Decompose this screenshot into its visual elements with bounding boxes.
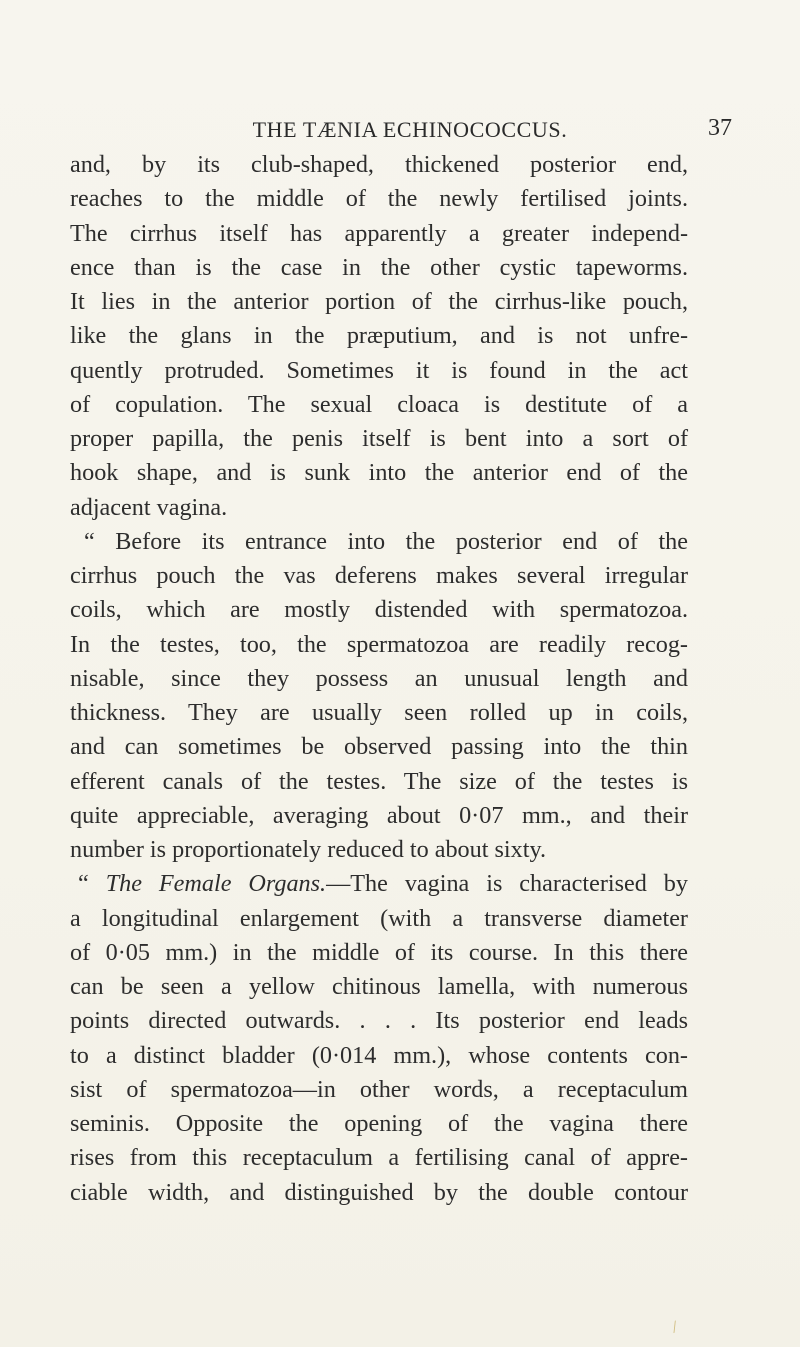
paper-speck: ⁄ — [670, 1319, 680, 1336]
text-line: a longitudinal enlargement (with a transverse diameter — [70, 904, 688, 932]
paragraph-end-line: number is proportionately reduced to about sixty. — [70, 836, 547, 863]
page-number: 37 — [708, 115, 732, 141]
paragraph-end-line: adjacent vagina. — [70, 493, 228, 521]
text-line: proper papilla, the penis itself is bent into a sort of — [70, 425, 688, 452]
running-head — [60, 117, 760, 145]
text-line: and can sometimes be observed passing into the thin — [70, 733, 688, 761]
text-line: reaches to the middle of the newly fertilised joints. — [70, 185, 688, 213]
text-line: of copulation. The sexual cloaca is destitute of a — [70, 390, 688, 418]
section-heading: The Female Organs. — [105, 870, 327, 898]
text-line: ciable width, and distinguished by the double contour — [70, 1178, 688, 1206]
text-line: of 0·05 mm.) in the middle of its course. In this there — [70, 938, 688, 966]
opening-quote: “ — [78, 870, 89, 898]
running-title: THE TÆNIA ECHINOCOCCUS. — [252, 117, 568, 142]
text-line: hook shape, and is sunk into the anterior end of the — [70, 459, 688, 487]
text-line: thickness. They are usually seen rolled up in coils, — [70, 699, 688, 726]
text-line: rises from this receptaculum a fertilising canal of appre- — [70, 1144, 688, 1172]
text-line: points directed outwards. . . . Its posterior end leads — [70, 1007, 688, 1035]
text-line: In the testes, too, the spermatozoa are readily recog- — [70, 630, 688, 658]
body-text — [70, 148, 688, 1210]
text-line: The cirrhus itself has apparently a greater independ- — [70, 219, 688, 247]
text-line: nisable, since they possess an unusual length and — [70, 664, 688, 692]
text-line: to a distinct bladder (0·014 mm.), whose contents con- — [70, 1041, 688, 1069]
text-line: sist of spermatozoa—in other words, a receptaculum — [70, 1075, 688, 1103]
text-line: efferent canals of the testes. The size of the testes is — [70, 767, 688, 795]
heading-continuation: —The vagina is characterised by — [326, 870, 688, 898]
section-heading-line — [70, 867, 688, 901]
paragraph-start-line: “ Before its entrance into the posterior end of the — [84, 527, 688, 555]
text-line: can be seen a yellow chitinous lamella, with numerous — [70, 973, 688, 1000]
text-line: It lies in the anterior portion of the cirrhus-like pouch, — [70, 288, 688, 315]
text-line: like the glans in the præputium, and is not unfre- — [70, 322, 688, 350]
text-line: ence than is the case in the other cystic tapeworms. — [70, 253, 688, 281]
text-line: and, by its club-shaped, thickened posterior end, — [70, 151, 688, 178]
text-line: seminis. Opposite the opening of the vagina there — [70, 1110, 688, 1137]
text-line: coils, which are mostly distended with spermatozoa. — [70, 596, 688, 624]
text-line: quite appreciable, averaging about 0·07 mm., and their — [70, 801, 688, 829]
text-line: cirrhus pouch the vas deferens makes several irregular — [70, 562, 688, 589]
text-line: quently protruded. Sometimes it is found in the act — [70, 356, 688, 384]
